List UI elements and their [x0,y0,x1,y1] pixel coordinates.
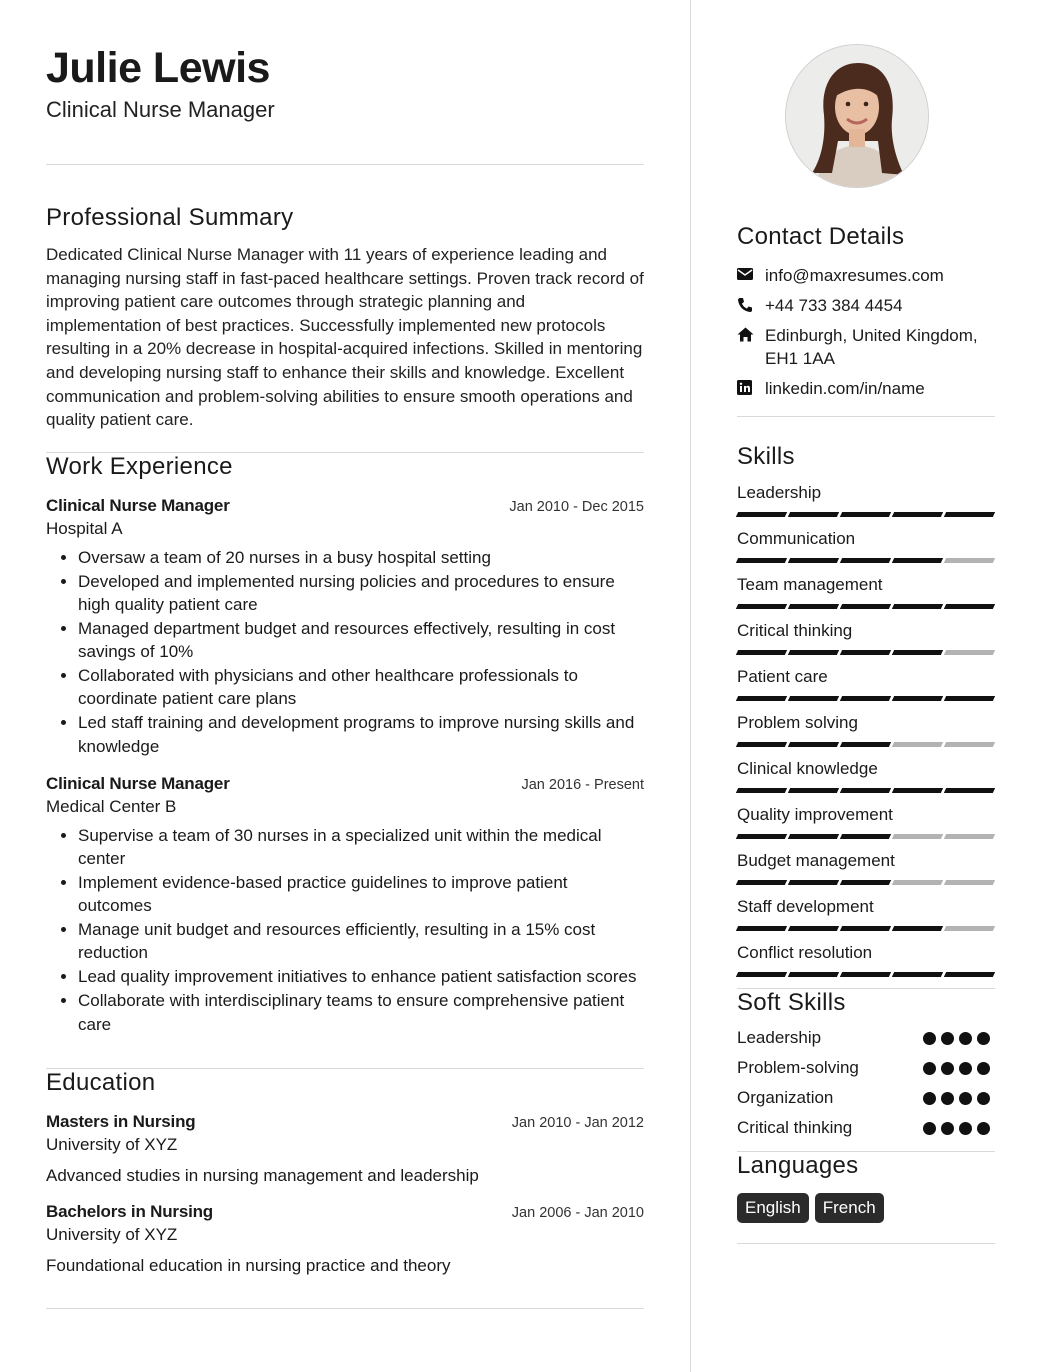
skill-name: Communication [737,529,856,548]
skill-name: Quality improvement [737,805,893,824]
soft-skill-item [737,1023,995,1053]
job-bullets [46,824,644,1036]
skill-segment-filled [840,972,891,977]
divider [46,164,644,165]
sidebar [737,44,995,1244]
divider [737,1243,995,1244]
skill-segment-filled [788,742,839,747]
skill-segment-filled [840,604,891,609]
soft-skill-item [737,1083,995,1113]
education-heading: Education [46,1068,156,1096]
skill-segment-filled [840,742,891,747]
skill-item [737,850,995,885]
job-bullet: • Lead quality improvement initiatives to enhance patient satisfaction scores [78,965,644,988]
rating-dot-filled [959,1092,972,1105]
skill-segment-filled [892,512,943,517]
skill-segment-filled [736,834,787,839]
rating-dot-filled [941,1092,954,1105]
main-column [46,40,644,1309]
job-entry [46,772,644,1036]
degree-name: Bachelors in Nursing [46,1201,213,1221]
rating-dot-filled [977,1092,990,1105]
email-text: info@maxresumes.com [765,266,944,285]
skill-name: Problem solving [737,713,858,732]
skill-name: Leadership [737,483,822,502]
skill-level-bar [737,926,995,931]
job-bullet: • Implement evidence-based practice guidelines to improve patient outcomes [78,871,644,918]
soft-skill-rating [923,1122,995,1135]
skill-segment-filled [736,604,787,609]
language-tag-english: English [737,1193,809,1223]
contact-address [737,324,995,370]
soft-skill-name: Leadership [737,1028,822,1047]
envelope-icon [737,264,765,281]
skill-level-bar [737,512,995,517]
rating-dot-filled [959,1032,972,1045]
skill-name: Critical thinking [737,621,853,640]
skill-segment-filled [840,880,891,885]
skill-segment-filled [944,788,995,793]
skill-segment-empty [944,880,995,885]
rating-dot-filled [959,1062,972,1075]
skill-item [737,712,995,747]
skill-level-bar [737,880,995,885]
candidate-title: Clinical Nurse Manager [46,97,275,122]
rating-dot-filled [923,1122,936,1135]
skill-segment-filled [944,696,995,701]
skill-name: Conflict resolution [737,943,873,962]
soft-skills-heading: Soft Skills [737,989,846,1016]
job-bullet: • Led staff training and development programs to improve nursing skills and knowledge [78,711,644,758]
skill-level-bar [737,742,995,747]
skill-segment-filled [840,512,891,517]
skill-segment-filled [788,788,839,793]
language-tag-french: French [815,1193,884,1223]
skill-segment-filled [788,650,839,655]
skill-segment-filled [892,972,943,977]
contact-email[interactable] [737,264,995,287]
skill-segment-filled [736,696,787,701]
job-dates: Jan 2016 - Present [521,776,644,793]
summary-heading: Professional Summary [46,204,294,231]
soft-skill-rating [923,1092,995,1105]
skill-segment-filled [736,512,787,517]
skill-level-bar [737,650,995,655]
rating-dot-filled [959,1122,972,1135]
skill-level-bar [737,558,995,563]
skill-segment-filled [736,880,787,885]
language-tags [737,1193,995,1223]
job-title: Clinical Nurse Manager [46,495,230,515]
soft-skill-name: Organization [737,1088,834,1107]
skill-segment-empty [944,558,995,563]
address-text: Edinburgh, United Kingdom, EH1 1AA [765,326,978,368]
skill-item [737,666,995,701]
home-icon [737,324,765,342]
skill-segment-filled [944,512,995,517]
languages-heading: Languages [737,1152,859,1179]
contact-phone[interactable] [737,294,995,317]
skill-level-bar [737,604,995,609]
skill-segment-filled [736,972,787,977]
job-dates: Jan 2010 - Dec 2015 [509,498,644,515]
skill-name: Budget management [737,851,895,870]
skill-segment-filled [840,788,891,793]
soft-skill-name: Problem-solving [737,1058,859,1077]
rating-dot-filled [977,1062,990,1075]
skill-segment-filled [788,880,839,885]
skill-segment-filled [736,788,787,793]
skill-name: Staff development [737,897,874,916]
soft-skill-rating [923,1032,995,1045]
skill-item [737,804,995,839]
skill-item [737,758,995,793]
job-organization: Hospital A [46,518,123,538]
soft-skills-list [737,1023,995,1143]
skill-segment-empty [944,834,995,839]
rating-dot-filled [977,1032,990,1045]
skill-name: Clinical knowledge [737,759,878,778]
job-bullet: • Managed department budget and resources effectively, resulting in cost savings of 10% [78,617,644,664]
skill-segment-filled [840,926,891,931]
skill-level-bar [737,696,995,701]
skill-segment-filled [892,696,943,701]
skill-segment-filled [788,512,839,517]
school-name: University of XYZ [46,1224,178,1244]
education-description: Foundational education in nursing practice and theory [46,1255,451,1275]
job-entry [46,494,644,758]
skills-heading: Skills [737,443,795,470]
education-description: Advanced studies in nursing management and leadership [46,1165,479,1185]
phone-icon [737,294,765,313]
phone-text: +44 733 384 4454 [765,296,903,315]
skill-item [737,620,995,655]
skill-item [737,574,995,609]
divider [46,1308,644,1309]
skill-segment-filled [788,696,839,701]
linkedin-text: linkedin.com/in/name [765,379,925,398]
linkedin-icon [737,377,765,395]
contact-linkedin[interactable] [737,377,995,400]
education-entry [46,1110,644,1188]
soft-skill-rating [923,1062,995,1075]
skill-segment-filled [788,926,839,931]
rating-dot-filled [941,1122,954,1135]
skill-level-bar [737,834,995,839]
rating-dot-filled [977,1122,990,1135]
skill-segment-filled [788,834,839,839]
skill-item [737,482,995,517]
profile-photo [785,44,929,188]
skill-segment-empty [944,742,995,747]
education-entry [46,1200,644,1278]
contact-list [737,264,995,400]
candidate-name: Julie Lewis [46,44,270,92]
skills-list [737,482,995,977]
soft-skill-item [737,1053,995,1083]
rating-dot-filled [923,1092,936,1105]
job-bullets [46,546,644,758]
work-experience-heading: Work Experience [46,452,233,480]
skill-level-bar [737,972,995,977]
skill-segment-empty [944,926,995,931]
skill-level-bar [737,788,995,793]
skill-name: Team management [737,575,883,594]
skill-segment-empty [944,650,995,655]
skill-segment-filled [788,972,839,977]
summary-text: Dedicated Clinical Nurse Manager with 11 years of experience leading and managing nursing staff in fast-paced healthcare settings. Proven track record of improving patient care outcomes through strategic planning and implementation of best practices. Successfully implemented new protocols resulting in a 20% decrease in hospital-acquired infections. Skilled in mentoring and developing nursing staff to enhance their skills and knowledge. Excellent communication and problem-solving abilities to ensure smooth operations and quality patient care. [46,245,644,430]
education-dates: Jan 2006 - Jan 2010 [511,1204,644,1221]
skill-segment-filled [944,972,995,977]
job-bullet: • Manage unit budget and resources efficiently, resulting in a 15% cost reduction [78,918,644,965]
skill-segment-filled [788,604,839,609]
skill-segment-empty [892,834,943,839]
skill-segment-filled [840,696,891,701]
job-bullet: • Supervise a team of 30 nurses in a specialized unit within the medical center [78,824,644,871]
soft-skill-name: Critical thinking [737,1118,853,1137]
skill-segment-filled [892,558,943,563]
skill-segment-filled [736,742,787,747]
skill-segment-filled [788,558,839,563]
degree-name: Masters in Nursing [46,1111,196,1131]
job-bullet: • Developed and implemented nursing policies and procedures to ensure high quality patient care [78,570,644,617]
skill-name: Patient care [737,667,828,686]
skill-segment-empty [892,742,943,747]
portrait-image [786,45,928,187]
skill-segment-filled [840,558,891,563]
skill-segment-filled [736,926,787,931]
soft-skill-item [737,1113,995,1143]
skill-segment-empty [892,880,943,885]
skill-segment-filled [892,604,943,609]
skill-segment-filled [840,834,891,839]
skill-segment-filled [892,788,943,793]
rating-dot-filled [923,1032,936,1045]
education-dates: Jan 2010 - Jan 2012 [511,1114,644,1131]
rating-dot-filled [941,1062,954,1075]
job-organization: Medical Center B [46,796,177,816]
skill-segment-filled [736,558,787,563]
rating-dot-filled [941,1032,954,1045]
contact-heading: Contact Details [737,223,905,250]
skill-item [737,528,995,563]
skill-segment-filled [736,650,787,655]
school-name: University of XYZ [46,1134,178,1154]
job-bullet: • Collaborate with interdisciplinary teams to ensure comprehensive patient care [78,989,644,1036]
skill-item [737,942,995,977]
job-bullet: • Oversaw a team of 20 nurses in a busy hospital setting [78,546,644,569]
job-bullet: • Collaborated with physicians and other healthcare professionals to coordinate patient care plans [78,664,644,711]
column-divider [690,0,691,1372]
job-title: Clinical Nurse Manager [46,773,230,793]
skill-segment-filled [944,604,995,609]
divider [737,416,995,417]
skill-segment-filled [892,650,943,655]
skill-segment-filled [892,926,943,931]
rating-dot-filled [923,1062,936,1075]
skill-item [737,896,995,931]
skill-segment-filled [840,650,891,655]
